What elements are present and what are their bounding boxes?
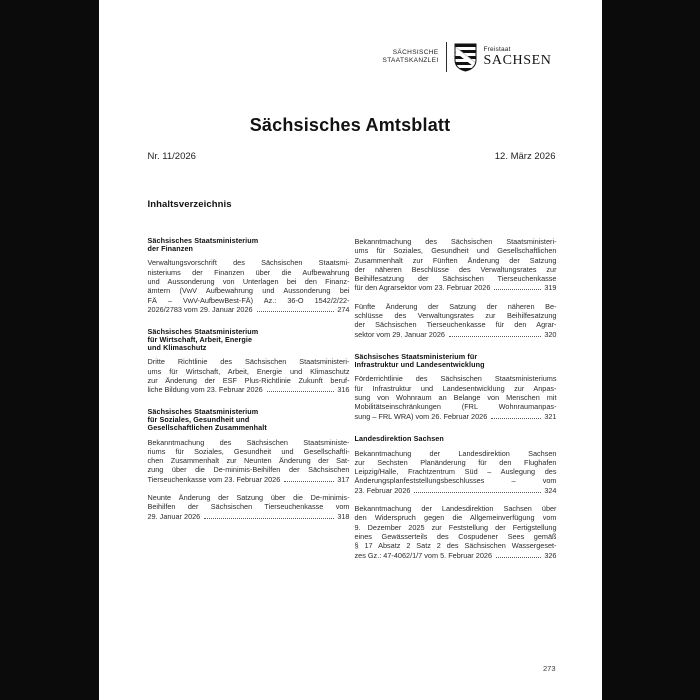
dot-leader bbox=[449, 336, 541, 337]
toc-entry: Dritte Richtlinie des Sächsischen Staatsministeri- ums für Wirtschaft, Arbeit, Energie und Klimaschutz zur Änderung der ESF Plus-Richtlinie Zukunft beruf- liche Bildung vom 23. Februar 2026 316 bbox=[147, 357, 350, 395]
section-heading: Landesdirektion Sachsen bbox=[354, 433, 444, 443]
toc-entry: Bekanntmachung des Sächsischen Staatsministe- riums für Soziales, Gesundheit und Gesellschaftli- chen Zusammenhalt zur Neunten Änderung der Sat- zung über die De-minimis-Beihilfen der Sächsischen Tierseuchenkasse vom 23. Februar 2026 317 bbox=[147, 437, 350, 484]
dot-leader bbox=[414, 492, 541, 493]
toc-entry: Bekanntmachung des Sächsischen Staatsministeri- ums für Soziales, Gesundheit und Gesellschaftlichen Zusammenhalt zur Fünften Änderung der Satzung der näheren Beschlüsse des Verwaltungsrates zur Beihilfesatzung der Sächsischen Tierseuchenkasse für den Agrarsektor vom 23. Februar 2026 319 bbox=[354, 237, 557, 293]
toc-page-ref: 274 bbox=[337, 304, 350, 314]
toc-column-left bbox=[148, 237, 350, 560]
dot-leader bbox=[496, 557, 541, 558]
toc-section-finanzen bbox=[148, 237, 350, 314]
state-prefix: Freistaat bbox=[483, 46, 511, 53]
toc-page-ref: 319 bbox=[544, 283, 557, 293]
toc-page-ref: 326 bbox=[544, 550, 557, 560]
dot-leader bbox=[257, 311, 335, 312]
toc-page-ref: 320 bbox=[544, 329, 557, 339]
masthead-divider bbox=[446, 42, 447, 72]
dot-leader bbox=[491, 418, 541, 419]
toc-entry: Neunte Änderung der Satzung über die De-minimis- Beihilfen der Sächsischen Tierseuchenkasse vom 29. Januar 2026 318 bbox=[147, 493, 350, 521]
toc-page-ref: 321 bbox=[544, 411, 557, 421]
folio-page-number: 273 bbox=[542, 664, 556, 673]
masthead bbox=[383, 42, 552, 72]
toc-column-right bbox=[355, 237, 557, 560]
toc-section-wirtschaft bbox=[148, 328, 350, 394]
issue-number: Nr. 11/2026 bbox=[147, 151, 196, 162]
toc-page-ref: 318 bbox=[337, 511, 350, 521]
toc-entry: Fünfte Änderung der Satzung der näheren Be- schlüsse des Verwaltungsrates zur Beihilfesatzung der Sächsischen Tierseuchenkasse für den Agrar- sektor vom 29. Januar 2026 320 bbox=[354, 301, 557, 339]
issue-row bbox=[148, 151, 556, 162]
state-name: SACHSEN bbox=[483, 53, 552, 68]
section-heading: Sächsisches Staatsministerium für Infrastruktur und Landesentwicklung bbox=[354, 351, 485, 369]
toc-page-ref: 317 bbox=[337, 474, 350, 484]
dot-leader bbox=[267, 391, 335, 392]
toc-entry: Bekanntmachung der Landesdirektion Sachsen zur Sechsten Planänderung für den Flughafen Leipzig/Halle, Frachtzentrum Süd – Auslegung des Änderungsplanfeststellungsbeschlusses – vom 23. Februar 2026 324 bbox=[354, 448, 557, 495]
toc-section-landesdirektion bbox=[355, 435, 557, 560]
table-of-contents bbox=[148, 237, 557, 560]
dot-leader bbox=[494, 289, 541, 290]
issue-date: 12. März 2026 bbox=[494, 151, 556, 162]
toc-heading: Inhaltsverzeichnis bbox=[147, 199, 232, 210]
toc-page-ref: 316 bbox=[337, 385, 350, 395]
agency-line-2: STAATSKANZLEI bbox=[382, 57, 439, 64]
dot-leader bbox=[204, 518, 334, 519]
toc-entry: Bekanntmachung der Landesdirektion Sachsen über den Widerspruch gegen die Allgemeinverfügung vom 9. Dezember 2025 zur Feststellung der Fertigstellung eines Gewässerteils des Cospudener Sees gemäß § 17 Absatz 2 Satz 2 des Sächsischen Wassergeset- zes Gz.: 47-4062/1/7 vom 5. Februar 2026 326 bbox=[354, 504, 557, 560]
page-title: Sächsisches Amtsblatt bbox=[249, 115, 451, 135]
agency-line-1: SÄCHSISCHE bbox=[392, 49, 439, 56]
agency-name bbox=[383, 49, 439, 65]
toc-page-ref: 324 bbox=[544, 485, 557, 495]
gazette-page bbox=[99, 0, 602, 700]
toc-section-infrastruktur bbox=[355, 353, 557, 421]
section-heading: Sächsisches Staatsministerium der Finanzen bbox=[147, 236, 259, 253]
state-wordmark bbox=[484, 46, 552, 68]
dot-leader bbox=[284, 481, 334, 482]
toc-entry: Verwaltungsvorschrift des Sächsischen Staatsmi- nisteriums der Finanzen über die Aufbewahrung und Aussonderung von Unterlagen bei den Finanz- ämtern (VwV Aufbewahrung und Aussonderung bei FÄ – VwV-AufbewBest-FÄ) Az.: 36-O 1542/2/22- 2026/2783 vom 29. Januar 2026 274 bbox=[147, 258, 350, 314]
toc-section-soziales bbox=[148, 408, 350, 520]
section-heading: Sächsisches Staatsministerium für Wirtschaft, Arbeit, Energie und Klimaschutz bbox=[147, 327, 259, 352]
toc-entry: Förderrichtlinie des Sächsischen Staatsministeriums für Infrastruktur und Landesentwicklung zur Anpas- sung von Wohnraum an Belange von Menschen mit Mobilitätseinschränkungen (FRL Wohnraumanpas- sung – FRL WRA) vom 26. Februar 2026 321 bbox=[354, 374, 557, 421]
saxony-coat-of-arms-icon bbox=[454, 43, 477, 72]
section-heading: Sächsisches Staatsministerium für Soziales, Gesundheit und Gesellschaftlichen Zusammenhalt bbox=[147, 407, 267, 432]
toc-section-soziales-continued bbox=[355, 237, 557, 339]
